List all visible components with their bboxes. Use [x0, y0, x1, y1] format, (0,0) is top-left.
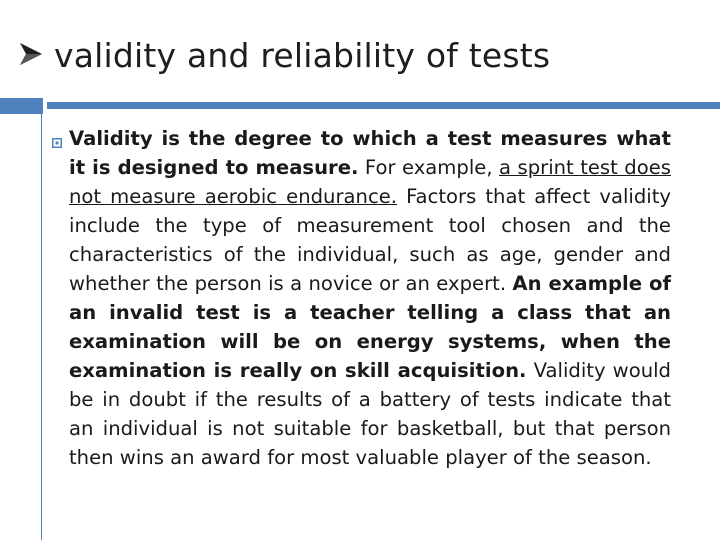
validity-definition: Validity is the degree to which a test measures what it is designed to measure.	[69, 127, 671, 179]
validity-factors: Factors that affect validity include the type of measurement tool chosen and the characteristics of the individual, such as age, gender and whether the person is a novice or an expert.	[69, 185, 671, 295]
invalid-test-example: An example of an invalid test is a teacher telling a class that an examination will be on energy systems, when the examination is really on skill acquisition.	[69, 272, 672, 382]
example-intro: For example,	[358, 156, 500, 179]
square-bullet-icon	[52, 133, 62, 143]
accent-rule	[47, 102, 720, 109]
slide-title-row	[18, 36, 550, 75]
sprint-test-example: a sprint test does not measure aerobic endurance.	[69, 156, 671, 208]
accent-block	[0, 98, 43, 114]
basketball-example: Validity would be in doubt if the results of a battery of tests indicate that an individual is not suitable for basketball, but that person then wins an award for most valuable player of the season.	[69, 359, 671, 469]
body-paragraph	[69, 124, 671, 472]
arrow-bullet-icon	[18, 41, 44, 71]
accent-vertical-line	[41, 114, 42, 540]
slide-title: validity and reliability of tests	[54, 36, 551, 75]
